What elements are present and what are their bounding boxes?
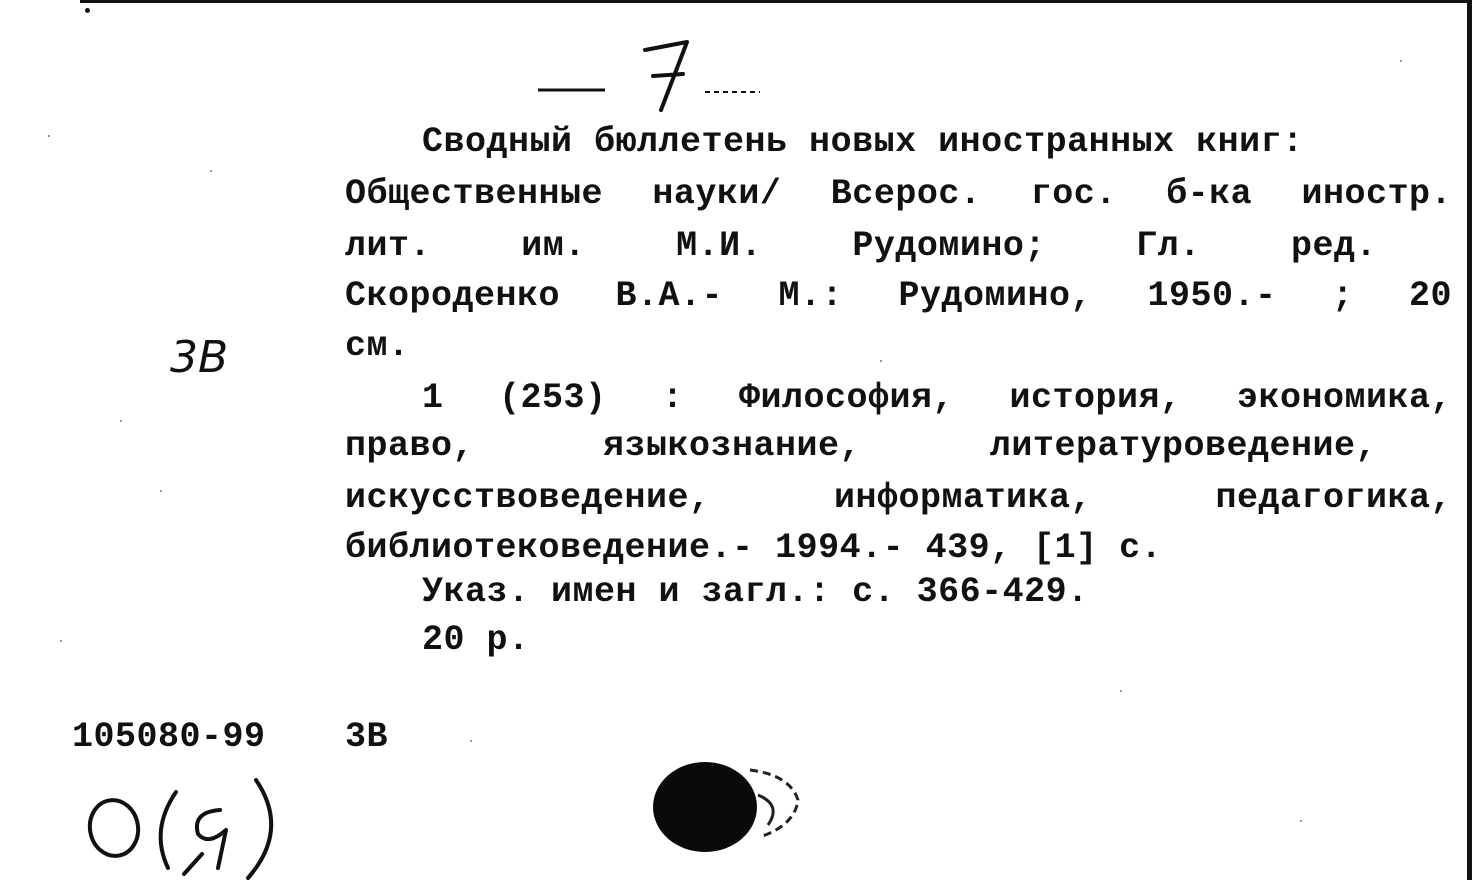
title-line: лит. им. М.И. Рудомино; Гл. ред. (345, 226, 1377, 266)
title-line: Общественные науки/ Всерос. гос. б-ка иностр. (345, 174, 1452, 214)
volume-line: право, языкознание, литературоведение, (345, 426, 1377, 466)
scan-speck (120, 420, 122, 422)
scan-speck (85, 8, 90, 13)
title-line: см. (345, 326, 410, 366)
volume-line: 1 (253) : Философия, история, экономика, (422, 378, 1452, 418)
classification-mark: 3B (170, 332, 229, 383)
scan-speck (880, 360, 882, 362)
scan-speck (1120, 690, 1122, 692)
registration-number: 105080-99 (72, 717, 266, 757)
volume-line: искусствоведение, информатика, педагогика, (345, 478, 1452, 518)
title-line: Скороденко В.А.- М.: Рудомино, 1950.- ; 20 (345, 276, 1452, 316)
title-line: Сводный бюллетень новых иностранных книг: (422, 122, 1304, 162)
scan-speck (1300, 820, 1302, 822)
scan-speck (1400, 60, 1402, 62)
volume-line: библиотековедение.- 1994.- 439, [1] с. (345, 528, 1163, 568)
card-top-edge (80, 0, 1472, 3)
scan-speck (48, 135, 50, 137)
price: 20 р. (422, 620, 530, 660)
index-note: Указ. имен и загл.: с. 366-429. (422, 572, 1089, 612)
page-number (535, 30, 765, 120)
scan-speck (470, 740, 472, 742)
scan-speck (60, 640, 62, 642)
card-right-edge (1467, 0, 1472, 880)
punch-hole (650, 755, 820, 855)
scan-speck (210, 170, 212, 172)
scan-speck (160, 490, 162, 492)
shelf-code: 3В (345, 717, 389, 757)
handwritten-mark (80, 770, 310, 880)
